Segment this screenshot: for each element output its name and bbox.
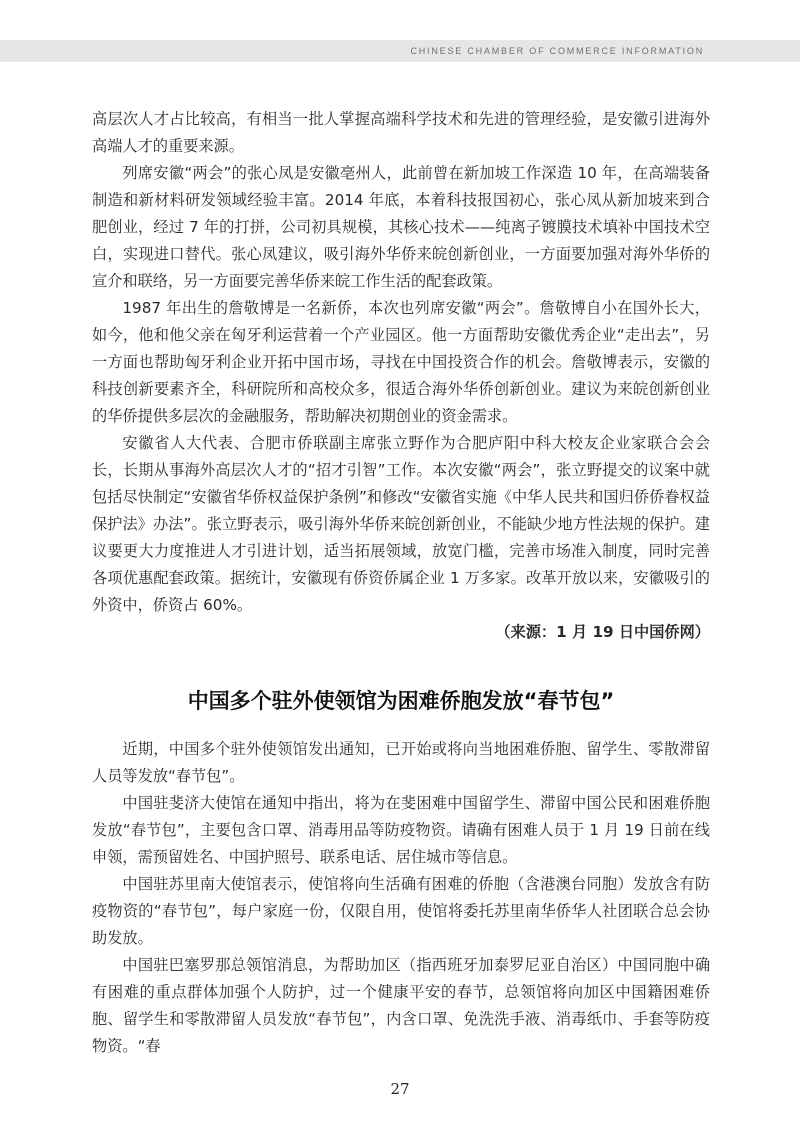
article2-paragraph-1: 近期，中国多个驻外使领馆发出通知，已开始或将向当地困难侨胞、留学生、零散滞留人员等发放“春节包”。 — [92, 740, 710, 785]
article1-paragraph-4 — [92, 430, 710, 646]
header-title: CHINESE CHAMBER OF COMMERCE INFORMATION — [410, 46, 704, 56]
page-number: 27 — [390, 1080, 410, 1098]
article2-paragraph-2: 中国驻斐济大使馆在通知中指出，将为在斐困难中国留学生、滞留中国公民和困难侨胞发放“春节包”，主要包含口罩、消毒用品等防疫物资。请确有困难人员于 1 月 19 日前在线申领，需预留姓名、中国护照号、联系电话、居住城市等信息。 — [92, 794, 710, 866]
article1-paragraph-2: 列席安徽“两会”的张心凤是安徽亳州人，此前曾在新加坡工作深造 10 年，在高端装备制造和新材料研发领域经验丰富。2014 年底，本着科技报国初心，张心凤从新加坡来到合肥创业，经过 7 年的打拼，公司初具规模，其核心技术——纯离子镀膜技术填补中国技术空白，实现进口替代。张心凤建议，吸引海外华侨来皖创新创业，一方面要加强对海外华侨的宣介和联络，另一方面要完善华侨来皖工作生活的配套政策。 — [92, 164, 710, 290]
article1-paragraph-3: 1987 年出生的詹敬博是一名新侨，本次也列席安徽“两会”。詹敬博自小在国外长大，如今，他和他父亲在匈牙利运营着一个产业园区。他一方面帮助安徽优秀企业“走出去”，另一方面也帮助匈牙利企业开拓中国市场，寻找在中国投资合作的机会。詹敬博表示，安徽的科技创新要素齐全，科研院所和高校众多，很适合海外华侨创新创业。建议为来皖创新创业的华侨提供多层次的金融服务，帮助解决初期创业的资金需求。 — [92, 299, 710, 425]
header-band — [0, 40, 800, 62]
page-content — [92, 106, 710, 1060]
article2-paragraph-3: 中国驻苏里南大使馆表示，使馆将向生活确有困难的侨胞（含港澳台同胞）发放含有防疫物资的“春节包”，每户家庭一份，仅限自用，使馆将委托苏里南华侨华人社团联合总会协助发放。 — [92, 875, 710, 947]
article1-source: （来源：1 月 19 日中国侨网） — [495, 623, 710, 641]
article1-paragraph-1: 高层次人才占比较高，有相当一批人掌握高端科学技术和先进的管理经验，是安徽引进海外高端人才的重要来源。 — [92, 110, 710, 155]
article2-title: 中国多个驻外使领馆为困难侨胞发放“春节包” — [187, 689, 615, 713]
article2-paragraph-4: 中国驻巴塞罗那总领馆消息，为帮助加区（指西班牙加泰罗尼亚自治区）中国同胞中确有困难的重点群体加强个人防护，过一个健康平安的春节，总领馆将向加区中国籍困难侨胞、留学生和零散滞留人员发放“春节包”，内含口罩、免洗洗手液、消毒纸巾、手套等防疫物资。“春 — [92, 956, 710, 1055]
article1-paragraph-4-text: 安徽省人大代表、合肥市侨联副主席张立野作为合肥庐阳中科大校友企业家联合会会长，长期从事海外高层次人才的“招才引智”工作。本次安徽“两会”，张立野提交的议案中就包括尽快制定“安徽省华侨权益保护条例”和修改“安徽省实施《中华人民共和国归侨侨眷权益保护法》办法”。张立野表示，吸引海外华侨来皖创新创业，不能缺少地方性法规的保护。建议要更大力度推进人才引进计划，适当拓展领域，放宽门槛，完善市场准入制度，同时完善各项优惠配套政策。据统计，安徽现有侨资侨属企业 1 万多家。改革开放以来，安徽吸引的外资中，侨资占 60%。 — [92, 434, 710, 614]
